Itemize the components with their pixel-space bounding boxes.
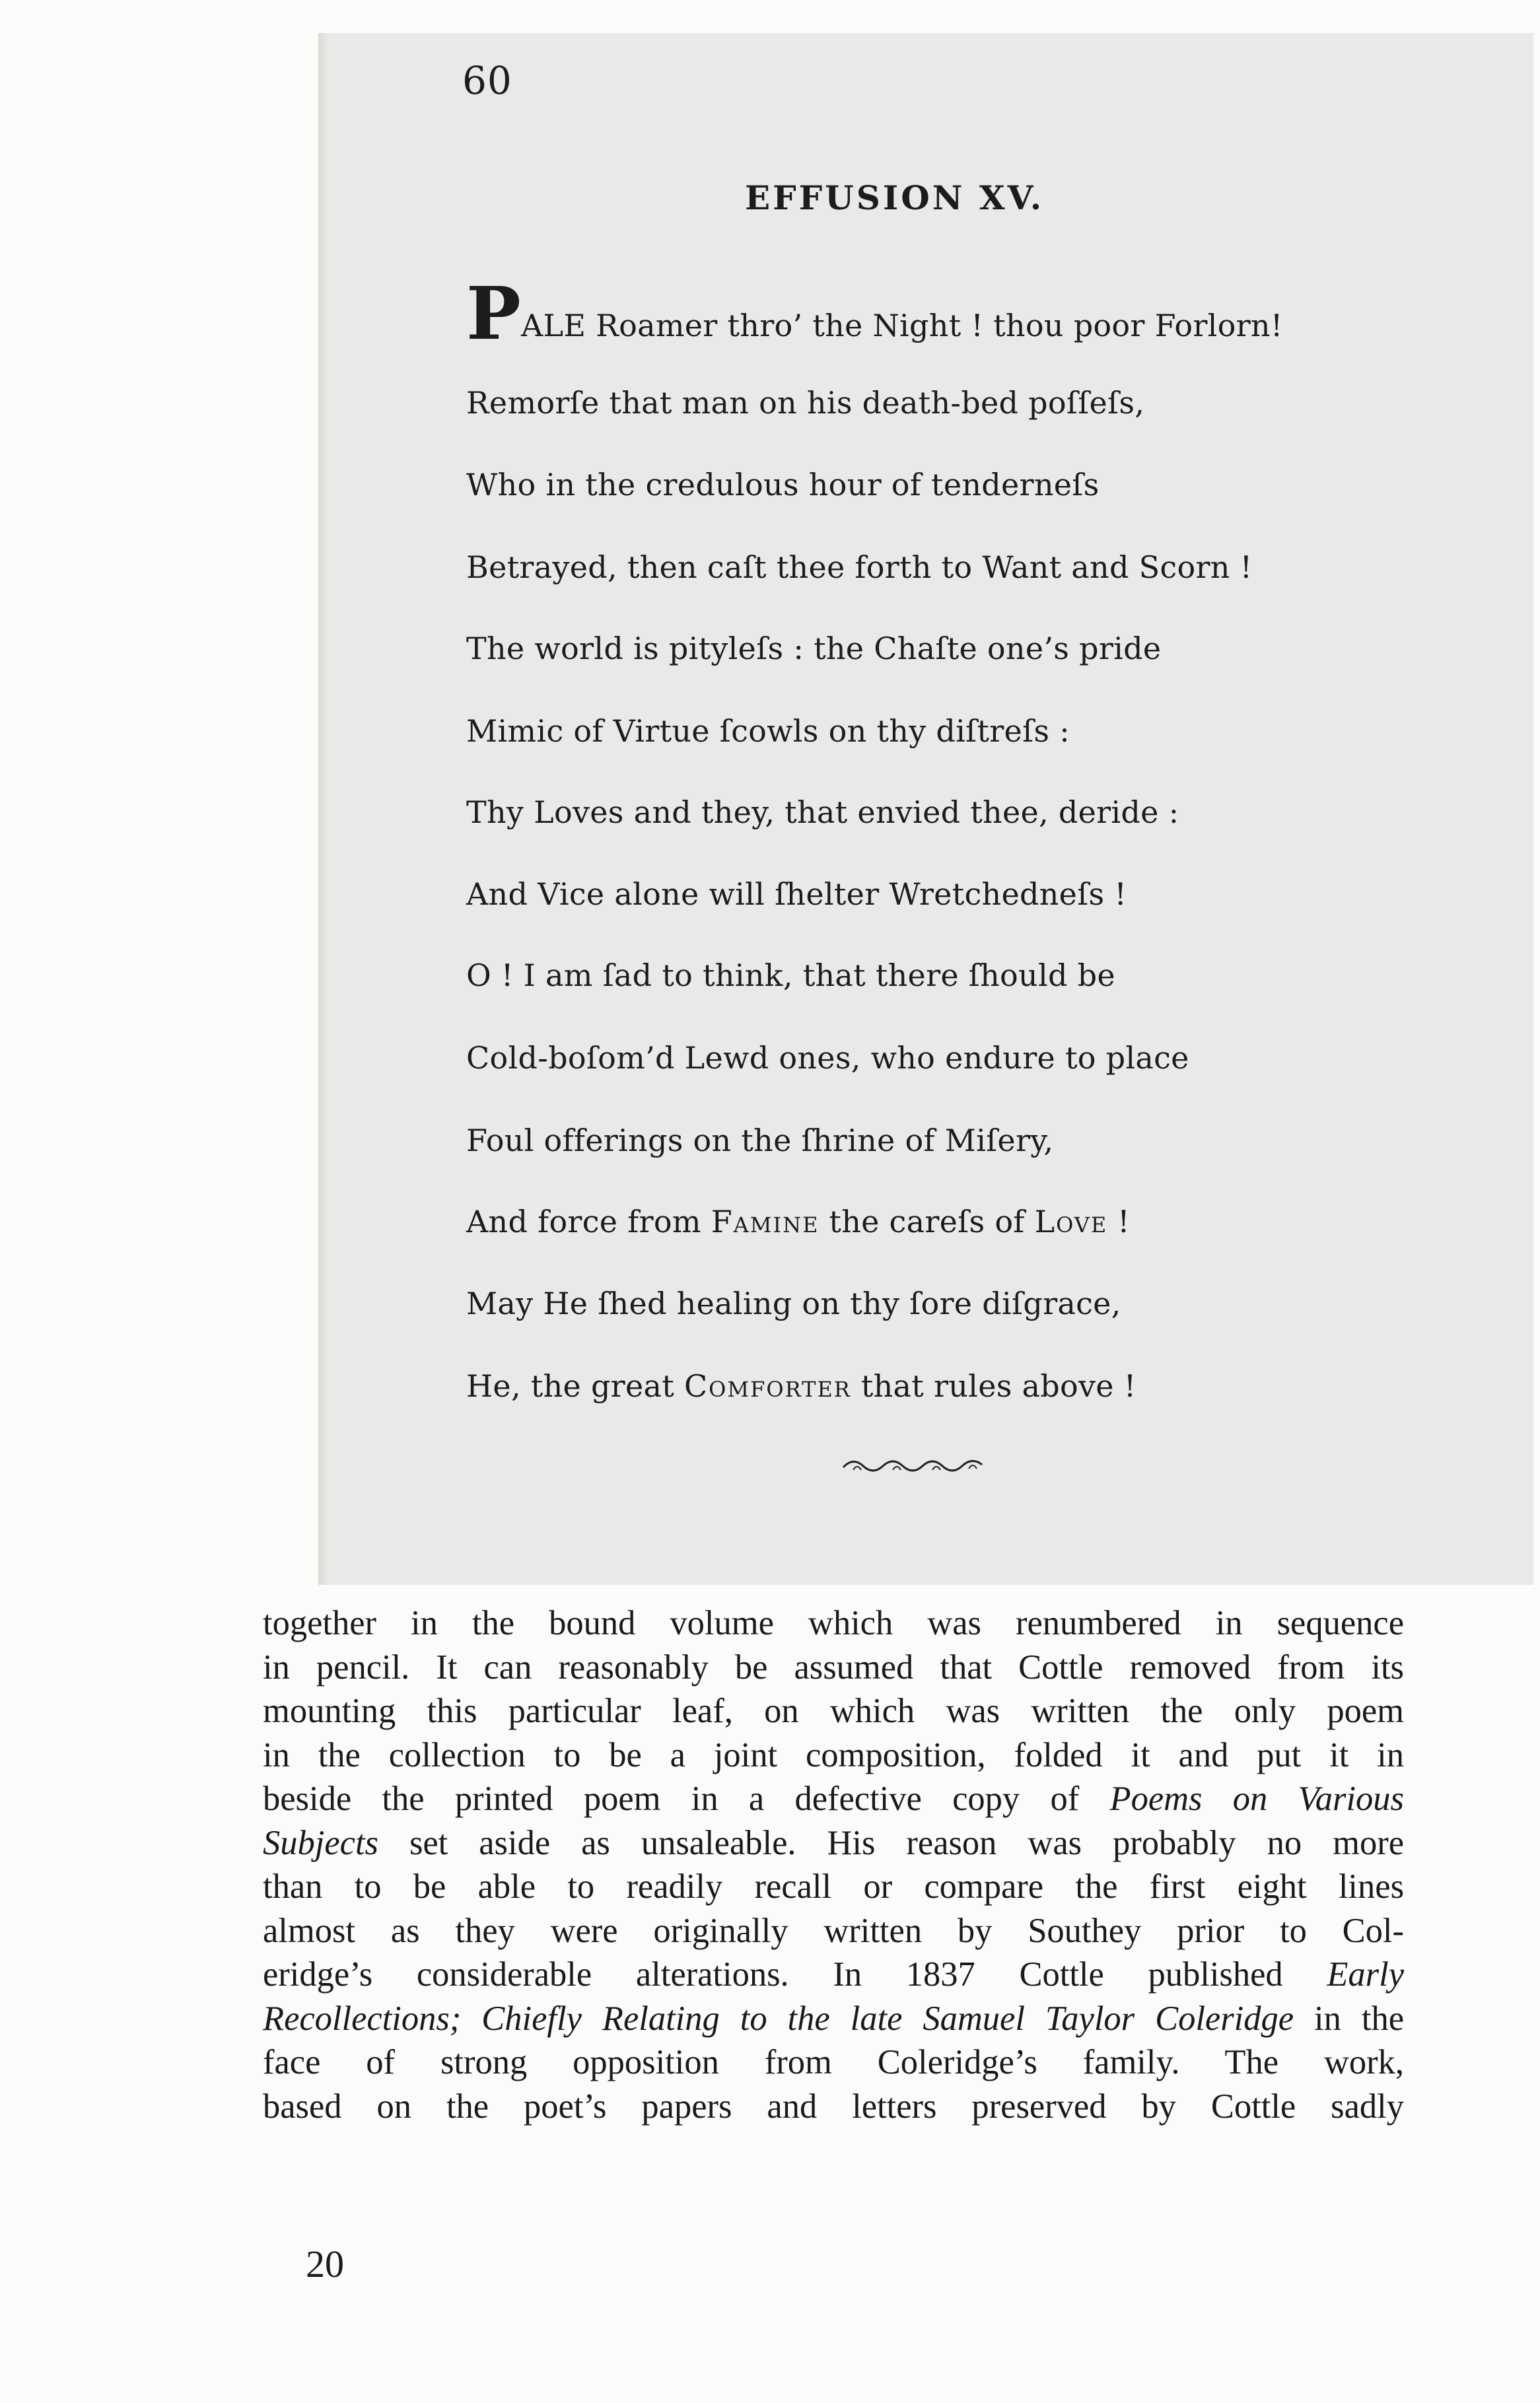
body-line [263,2085,1404,2129]
body-line-text: almost as they were originally written by Southey prior to Col- [263,1911,1404,1950]
poem-title: EFFUSION XV. [745,178,1045,217]
poem-line [466,876,1127,912]
poem-line [466,1204,1130,1239]
body-line [263,1777,1404,1821]
ornament-flourish-icon [840,1451,985,1478]
body-line-em: Poems on Various [1109,1780,1404,1818]
body-line [263,1997,1404,2041]
body-line [263,1733,1404,1778]
poem-line [466,1040,1189,1076]
body-line-text: together in the bound volume which was renumbered in sequence [263,1604,1404,1642]
poem-line [466,549,1252,585]
poem-line-pre: Betrayed, then caſt thee forth to Want and Scorn ! [466,549,1253,585]
body-line-text: based on the poet’s papers and letters preserved by Cottle sadly [263,2087,1404,2126]
poem-line-sc2: Love [1034,1204,1108,1239]
poem-line-pre: Cold-boſom’d Lewd ones, who endure to place [466,1040,1189,1076]
body-line [263,1821,1404,1865]
body-line-text: face of strong opposition from Coleridge’s family. The work, [263,2043,1404,2081]
poem-line-sc1: Comforter [683,1368,851,1404]
poem-line-pre: Who in the credulous hour of tenderneſs [466,467,1100,503]
body-line [263,1601,1404,1646]
body-line [263,1689,1404,1733]
poem-line-pre: ALE Roamer thro’ the Night ! thou poor Forlorn! [521,308,1283,343]
poem-line [466,794,1179,830]
body-line [263,1646,1404,1690]
body-line [263,1953,1404,1997]
poem-line-pre: And Vice alone will ſhelter Wretchedneſs ! [466,876,1127,912]
body-line-text: in pencil. It can reasonably be assumed that Cottle removed from its [263,1648,1404,1687]
poem-line [466,713,1070,749]
poem-line-pre: And force from [466,1204,711,1239]
body-line-text: mounting this particular leaf, on which was written the only poem [263,1692,1404,1730]
body-paragraph [263,1601,1404,2128]
body-line [263,1909,1404,1953]
poem-line-mid: the careſs of [819,1204,1035,1239]
body-line [263,2040,1404,2085]
poem-line-pre: Thy Loves and they, that envied thee, deride : [466,794,1179,830]
poem-line [466,467,1100,503]
poem-line [466,1286,1121,1321]
poem-line-post: ! [1107,1204,1130,1239]
poem-line-pre: Foul offerings on the ſhrine of Miſery, [466,1123,1054,1158]
poem-line [466,631,1161,666]
body-line-text: than to be able to readily recall or compare the first eight lines [263,1867,1404,1906]
body-line-text: in the collection to be a joint composition, folded it and put it in [263,1735,1404,1774]
poem-line-pre: The world is pityleſs : the Chaſte one’s pride [466,631,1162,666]
poem-line-pre: Remorſe that man on his death-bed poſſeſs, [466,385,1145,421]
page-folio: 20 [306,2243,344,2285]
poem-line [466,958,1115,993]
poem-line [466,271,1283,356]
body-line-pre: beside the printed poem in a defective copy of [263,1780,1110,1818]
poem-line [466,1123,1053,1158]
body-line-pre: eridge’s considerable alterations. In 1837 Cottle published [263,1955,1327,1994]
body-line-em: Subjects [263,1823,378,1862]
body-line-post: in the [1294,1999,1404,2038]
poem-line-pre: May He ſhed healing on thy ſore diſgrace, [466,1286,1121,1321]
poem-line-mid: that rules above ! [851,1368,1137,1404]
body-line-em: Early [1327,1955,1404,1994]
poem-line-sc1: Famine [711,1204,820,1239]
facsimile-page-number: 60 [462,58,512,103]
body-line [263,1865,1404,1909]
body-line-em: Recollections; Chiefly Relating to the late Samuel Taylor Coleridge [263,1999,1294,2038]
poem-line [466,385,1144,421]
body-line-post: set aside as unsaleable. His reason was probably no more [378,1823,1404,1862]
poem-line-pre: He, the great [466,1368,684,1404]
poem-line-pre: Mimic of Virtue ſcowls on thy diſtreſs : [466,713,1070,749]
poem-line-pre: O ! I am ſad to think, that there ſhould be [466,958,1115,993]
drop-cap: P [466,271,522,356]
poem-line [466,1368,1137,1404]
